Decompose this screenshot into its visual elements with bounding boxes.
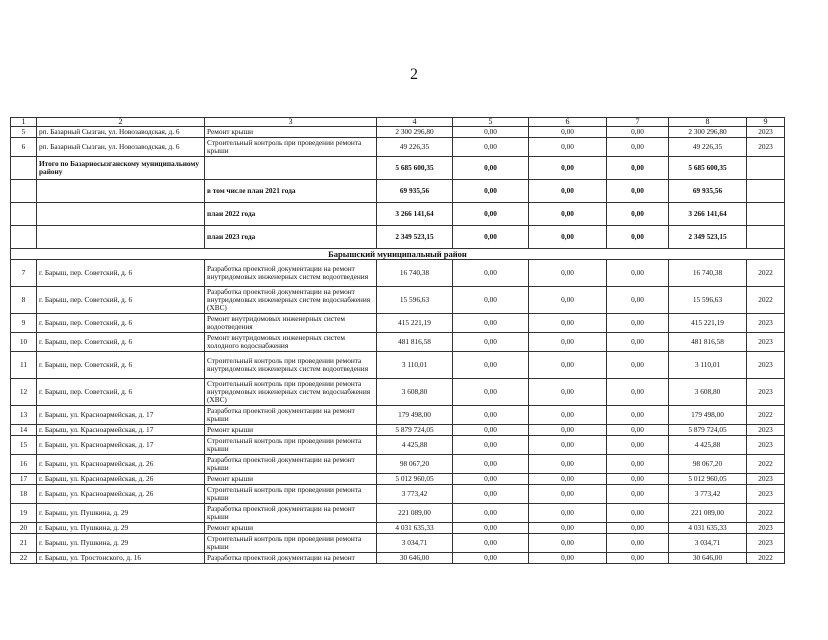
amount-cell: 2 300 296,80 xyxy=(669,127,747,138)
amount-cell: 0,00 xyxy=(453,436,529,455)
plan-amount: 69 935,56 xyxy=(669,180,747,203)
work-type-cell: Строительный контроль при проведении ремонта внутридомовых инженерных систем водоотведения xyxy=(205,352,377,379)
total-amount: 5 685 600,35 xyxy=(377,157,453,180)
table-row xyxy=(11,406,785,425)
amount-cell: 0,00 xyxy=(453,474,529,485)
work-type-cell: Строительный контроль при проведении ремонта крыши xyxy=(205,534,377,553)
amount-cell: 0,00 xyxy=(607,287,669,314)
amount-cell: 3 773,42 xyxy=(377,485,453,504)
year-cell: 2023 xyxy=(747,352,785,379)
amount-cell: 30 646,00 xyxy=(377,553,453,564)
amount-cell: 0,00 xyxy=(453,455,529,474)
amount-cell: 2 300 296,80 xyxy=(377,127,453,138)
work-type-cell: Ремонт крыши xyxy=(205,127,377,138)
address-cell: г. Барыш, ул. Красноармейская, д. 26 xyxy=(37,474,205,485)
work-type-cell: Ремонт внутридомовых инженерных систем водоотведения xyxy=(205,314,377,333)
year-cell: 2022 xyxy=(747,504,785,523)
table-row xyxy=(11,504,785,523)
empty-cell xyxy=(11,180,37,203)
row-number: 19 xyxy=(11,504,37,523)
amount-cell: 5 012 960,05 xyxy=(377,474,453,485)
plan-label: план 2022 года xyxy=(205,203,377,226)
row-number: 9 xyxy=(11,314,37,333)
page-number: 2 xyxy=(410,66,418,83)
amount-cell: 0,00 xyxy=(607,474,669,485)
amount-cell: 0,00 xyxy=(453,523,529,534)
empty-cell xyxy=(205,157,377,180)
amount-cell: 0,00 xyxy=(529,352,607,379)
row-number: 7 xyxy=(11,260,37,287)
address-cell: г. Барыш, пер. Советский, д. 6 xyxy=(37,314,205,333)
address-cell: г. Барыш, пер. Советский, д. 6 xyxy=(37,333,205,352)
amount-cell: 0,00 xyxy=(607,425,669,436)
amount-cell: 0,00 xyxy=(453,425,529,436)
amount-cell: 5 879 724,05 xyxy=(377,425,453,436)
amount-cell: 0,00 xyxy=(529,534,607,553)
amount-cell: 0,00 xyxy=(453,485,529,504)
amount-cell: 0,00 xyxy=(529,523,607,534)
amount-cell: 179 498,00 xyxy=(669,406,747,425)
row-number: 16 xyxy=(11,455,37,474)
total-amount: 0,00 xyxy=(529,157,607,180)
plan-2021-row xyxy=(11,180,785,203)
amount-cell: 0,00 xyxy=(607,504,669,523)
amount-cell: 3 034,71 xyxy=(377,534,453,553)
amount-cell: 0,00 xyxy=(453,333,529,352)
plan-amount: 0,00 xyxy=(607,203,669,226)
table-row xyxy=(11,553,785,564)
amount-cell: 0,00 xyxy=(453,260,529,287)
amount-cell: 0,00 xyxy=(607,352,669,379)
amount-cell: 5 879 724,05 xyxy=(669,425,747,436)
amount-cell: 0,00 xyxy=(529,379,607,406)
row-number: 8 xyxy=(11,287,37,314)
year-cell: 2023 xyxy=(747,436,785,455)
amount-cell: 415 221,19 xyxy=(377,314,453,333)
amount-cell: 221 089,00 xyxy=(669,504,747,523)
year-cell: 2023 xyxy=(747,379,785,406)
address-cell: г. Барыш, ул. Тростонского, д. 16 xyxy=(37,553,205,564)
address-cell: г. Барыш, ул. Красноармейская, д. 17 xyxy=(37,436,205,455)
empty-cell xyxy=(11,157,37,180)
empty-cell xyxy=(37,226,205,249)
amount-cell: 49 226,35 xyxy=(669,138,747,157)
total-amount: 0,00 xyxy=(453,157,529,180)
header-cell: 1 xyxy=(11,118,37,127)
plan-amount: 3 266 141,64 xyxy=(669,203,747,226)
plan-amount: 0,00 xyxy=(453,180,529,203)
table-row xyxy=(11,425,785,436)
table-row xyxy=(11,523,785,534)
plan-amount: 0,00 xyxy=(453,203,529,226)
amount-cell: 4 425,88 xyxy=(377,436,453,455)
row-number: 13 xyxy=(11,406,37,425)
address-cell: г. Барыш, пер. Советский, д. 6 xyxy=(37,352,205,379)
year-cell: 2022 xyxy=(747,260,785,287)
work-type-cell: Разработка проектной документации на ремонт внутридомовых инженерных систем водоотведения xyxy=(205,260,377,287)
amount-cell: 0,00 xyxy=(453,406,529,425)
plan-amount: 69 935,56 xyxy=(377,180,453,203)
table-row xyxy=(11,138,785,157)
total-amount: 0,00 xyxy=(607,157,669,180)
amount-cell: 0,00 xyxy=(529,287,607,314)
year-cell: 2023 xyxy=(747,425,785,436)
amount-cell: 0,00 xyxy=(453,352,529,379)
amount-cell: 0,00 xyxy=(529,138,607,157)
table-row xyxy=(11,127,785,138)
amount-cell: 481 816,58 xyxy=(669,333,747,352)
plan-amount: 0,00 xyxy=(453,226,529,249)
year-cell: 2023 xyxy=(747,314,785,333)
amount-cell: 15 596,63 xyxy=(669,287,747,314)
table-row xyxy=(11,534,785,553)
amount-cell: 16 740,38 xyxy=(377,260,453,287)
address-cell: г. Барыш, ул. Красноармейская, д. 26 xyxy=(37,455,205,474)
amount-cell: 15 596,63 xyxy=(377,287,453,314)
amount-cell: 98 067,20 xyxy=(669,455,747,474)
address-cell: г. Барыш, пер. Советский, д. 6 xyxy=(37,379,205,406)
header-cell: 7 xyxy=(607,118,669,127)
address-cell: г. Барыш, ул. Красноармейская, д. 26 xyxy=(37,485,205,504)
row-number: 21 xyxy=(11,534,37,553)
total-label: Итого по Базарносызганскому муниципальному району xyxy=(37,157,205,180)
plan-amount: 0,00 xyxy=(529,180,607,203)
row-number: 12 xyxy=(11,379,37,406)
plan-amount: 2 349 523,15 xyxy=(377,226,453,249)
work-type-cell: Строительный контроль при проведении ремонта крыши xyxy=(205,436,377,455)
row-number: 5 xyxy=(11,127,37,138)
table-row xyxy=(11,474,785,485)
empty-cell xyxy=(747,226,785,249)
address-cell: рп. Базарный Сызган, ул. Новозаводская, д. 6 xyxy=(37,127,205,138)
amount-cell: 0,00 xyxy=(607,485,669,504)
plan-label: план 2023 года xyxy=(205,226,377,249)
plan-amount: 0,00 xyxy=(607,226,669,249)
amount-cell: 0,00 xyxy=(529,436,607,455)
header-cell: 6 xyxy=(529,118,607,127)
year-cell: 2023 xyxy=(747,523,785,534)
amount-cell: 481 816,58 xyxy=(377,333,453,352)
empty-cell xyxy=(37,203,205,226)
amount-cell: 0,00 xyxy=(453,379,529,406)
table-row xyxy=(11,260,785,287)
plan-amount: 2 349 523,15 xyxy=(669,226,747,249)
year-cell: 2023 xyxy=(747,127,785,138)
row-number: 17 xyxy=(11,474,37,485)
work-type-cell: Ремонт крыши xyxy=(205,425,377,436)
table-row xyxy=(11,287,785,314)
address-cell: г. Барыш, ул. Пушкина, д. 29 xyxy=(37,534,205,553)
amount-cell: 3 608,80 xyxy=(377,379,453,406)
address-cell: г. Барыш, ул. Пушкина, д. 29 xyxy=(37,523,205,534)
total-amount: 5 685 600,35 xyxy=(669,157,747,180)
amount-cell: 0,00 xyxy=(607,314,669,333)
repair-schedule-table xyxy=(10,117,785,564)
work-type-cell: Строительный контроль при проведении ремонта внутридомовых инженерных систем водоснабжения (ХВС) xyxy=(205,379,377,406)
empty-cell xyxy=(37,180,205,203)
header-cell: 4 xyxy=(377,118,453,127)
total-row xyxy=(11,157,785,180)
amount-cell: 49 226,35 xyxy=(377,138,453,157)
empty-cell xyxy=(11,203,37,226)
row-number: 10 xyxy=(11,333,37,352)
amount-cell: 0,00 xyxy=(607,379,669,406)
work-type-cell: Разработка проектной документации на ремонт внутридомовых инженерных систем водоснабжения (ХВС) xyxy=(205,287,377,314)
work-type-cell: Разработка проектной документации на ремонт крыши xyxy=(205,504,377,523)
amount-cell: 0,00 xyxy=(453,127,529,138)
amount-cell: 4 425,88 xyxy=(669,436,747,455)
amount-cell: 0,00 xyxy=(607,333,669,352)
year-cell: 2023 xyxy=(747,474,785,485)
section-title: Барышский муниципальный район xyxy=(11,249,785,260)
amount-cell: 0,00 xyxy=(529,425,607,436)
section-row xyxy=(11,249,785,260)
amount-cell: 0,00 xyxy=(607,127,669,138)
amount-cell: 16 740,38 xyxy=(669,260,747,287)
work-type-cell: Разработка проектной документации на ремонт крыши xyxy=(205,406,377,425)
header-cell: 2 xyxy=(37,118,205,127)
amount-cell: 0,00 xyxy=(453,553,529,564)
amount-cell: 0,00 xyxy=(453,504,529,523)
amount-cell: 0,00 xyxy=(529,127,607,138)
amount-cell: 5 012 960,05 xyxy=(669,474,747,485)
year-cell: 2022 xyxy=(747,406,785,425)
year-cell: 2023 xyxy=(747,333,785,352)
plan-amount: 0,00 xyxy=(529,203,607,226)
header-cell: 8 xyxy=(669,118,747,127)
amount-cell: 0,00 xyxy=(529,504,607,523)
work-type-cell: Ремонт внутридомовых инженерных систем холодного водоснабжения xyxy=(205,333,377,352)
amount-cell: 0,00 xyxy=(453,287,529,314)
amount-cell: 0,00 xyxy=(607,138,669,157)
row-number: 15 xyxy=(11,436,37,455)
header-cell: 5 xyxy=(453,118,529,127)
header-cell: 9 xyxy=(747,118,785,127)
amount-cell: 0,00 xyxy=(529,333,607,352)
amount-cell: 0,00 xyxy=(607,406,669,425)
amount-cell: 0,00 xyxy=(607,534,669,553)
year-cell: 2023 xyxy=(747,138,785,157)
plan-2022-row xyxy=(11,203,785,226)
amount-cell: 0,00 xyxy=(529,474,607,485)
row-number: 6 xyxy=(11,138,37,157)
work-type-cell: Ремонт крыши xyxy=(205,523,377,534)
empty-cell xyxy=(747,157,785,180)
work-type-cell: Ремонт крыши xyxy=(205,474,377,485)
plan-amount: 0,00 xyxy=(607,180,669,203)
table-row xyxy=(11,352,785,379)
amount-cell: 3 034,71 xyxy=(669,534,747,553)
year-cell: 2023 xyxy=(747,534,785,553)
plan-label: в том числе план 2021 года xyxy=(205,180,377,203)
address-cell: г. Барыш, ул. Красноармейская, д. 17 xyxy=(37,406,205,425)
row-number: 18 xyxy=(11,485,37,504)
amount-cell: 98 067,20 xyxy=(377,455,453,474)
amount-cell: 3 773,42 xyxy=(669,485,747,504)
amount-cell: 179 498,00 xyxy=(377,406,453,425)
address-cell: г. Барыш, пер. Советский, д. 6 xyxy=(37,287,205,314)
empty-cell xyxy=(747,203,785,226)
amount-cell: 30 646,00 xyxy=(669,553,747,564)
amount-cell: 0,00 xyxy=(529,406,607,425)
table-row xyxy=(11,379,785,406)
amount-cell: 0,00 xyxy=(529,260,607,287)
amount-cell: 0,00 xyxy=(607,523,669,534)
amount-cell: 4 031 635,33 xyxy=(669,523,747,534)
amount-cell: 0,00 xyxy=(529,455,607,474)
year-cell: 2023 xyxy=(747,485,785,504)
plan-2023-row xyxy=(11,226,785,249)
year-cell: 2022 xyxy=(747,455,785,474)
work-type-cell: Разработка проектной документации на ремонт крыши xyxy=(205,455,377,474)
header-cell: 3 xyxy=(205,118,377,127)
table-row xyxy=(11,436,785,455)
plan-amount: 3 266 141,64 xyxy=(377,203,453,226)
amount-cell: 0,00 xyxy=(529,314,607,333)
address-cell: г. Барыш, ул. Красноармейская, д. 17 xyxy=(37,425,205,436)
year-cell: 2022 xyxy=(747,553,785,564)
row-number: 14 xyxy=(11,425,37,436)
amount-cell: 0,00 xyxy=(607,260,669,287)
amount-cell: 0,00 xyxy=(453,138,529,157)
table-row xyxy=(11,314,785,333)
column-number-row xyxy=(11,118,785,127)
amount-cell: 3 110,01 xyxy=(669,352,747,379)
amount-cell: 0,00 xyxy=(453,534,529,553)
row-number: 22 xyxy=(11,553,37,564)
amount-cell: 0,00 xyxy=(607,455,669,474)
amount-cell: 0,00 xyxy=(607,553,669,564)
work-type-cell: Строительный контроль при проведении ремонта крыши xyxy=(205,485,377,504)
table-row xyxy=(11,485,785,504)
row-number: 11 xyxy=(11,352,37,379)
amount-cell: 0,00 xyxy=(607,436,669,455)
table-row xyxy=(11,333,785,352)
address-cell: рп. Базарный Сызган, ул. Новозаводская, д. 6 xyxy=(37,138,205,157)
empty-cell xyxy=(11,226,37,249)
address-cell: г. Барыш, пер. Советский, д. 6 xyxy=(37,260,205,287)
amount-cell: 0,00 xyxy=(529,553,607,564)
plan-amount: 0,00 xyxy=(529,226,607,249)
year-cell: 2022 xyxy=(747,287,785,314)
empty-cell xyxy=(747,180,785,203)
work-type-cell: Разработка проектной документации на ремонт xyxy=(205,553,377,564)
amount-cell: 3 608,80 xyxy=(669,379,747,406)
amount-cell: 3 110,01 xyxy=(377,352,453,379)
amount-cell: 221 089,00 xyxy=(377,504,453,523)
work-type-cell: Строительный контроль при проведении ремонта крыши xyxy=(205,138,377,157)
amount-cell: 4 031 635,33 xyxy=(377,523,453,534)
amount-cell: 0,00 xyxy=(529,485,607,504)
amount-cell: 0,00 xyxy=(453,314,529,333)
row-number: 20 xyxy=(11,523,37,534)
amount-cell: 415 221,19 xyxy=(669,314,747,333)
address-cell: г. Барыш, ул. Пушкина, д. 29 xyxy=(37,504,205,523)
table-row xyxy=(11,455,785,474)
